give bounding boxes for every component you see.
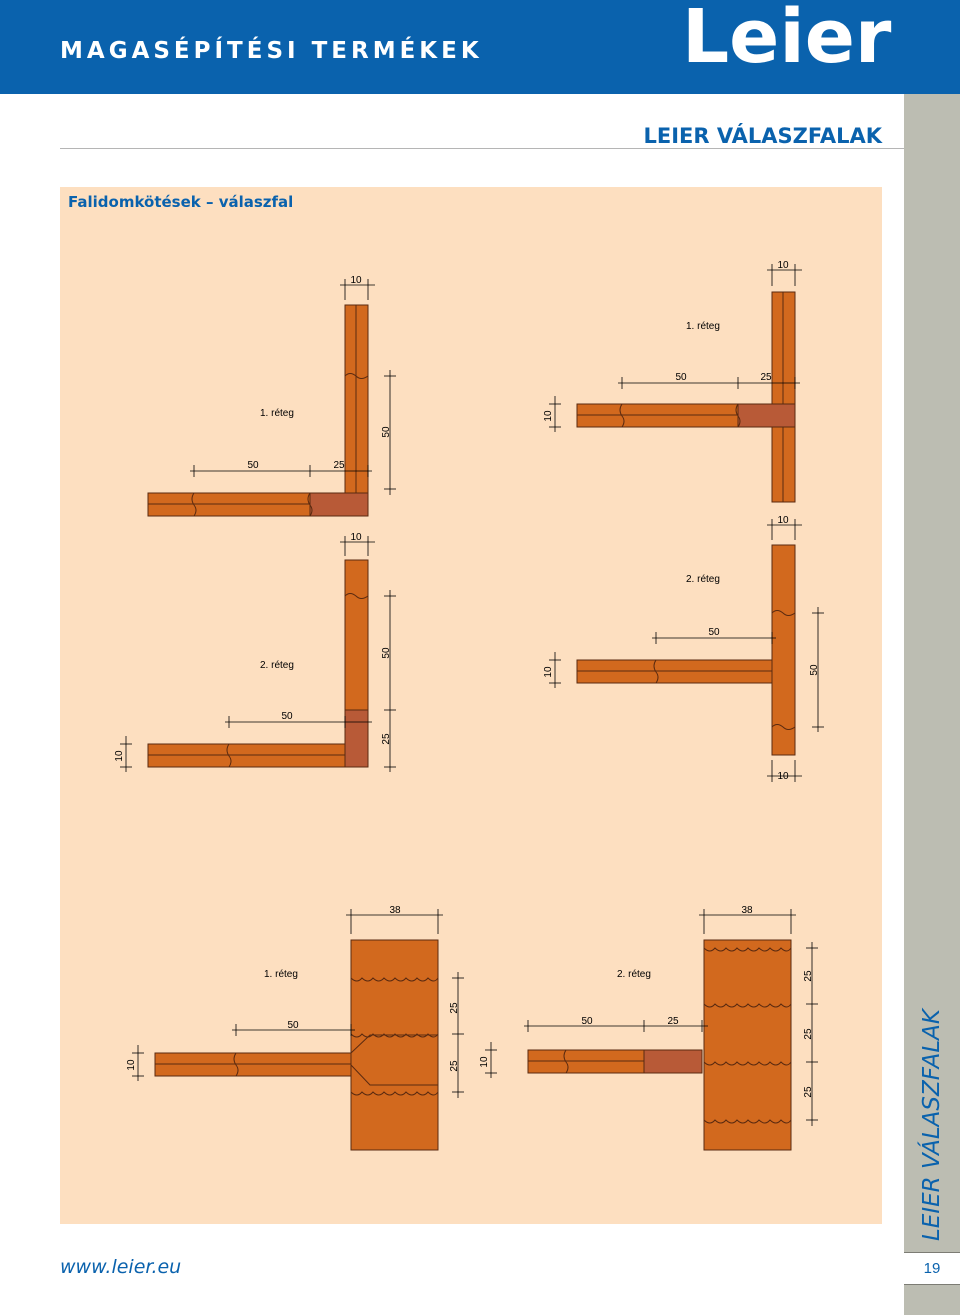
- dim-label: 10: [777, 771, 789, 782]
- dim-label: 10: [350, 275, 362, 286]
- footer-url: www.leier.eu: [60, 1256, 182, 1278]
- dim-label: 10: [350, 532, 362, 543]
- dim-label: 10: [126, 1059, 137, 1071]
- dim-label: 50: [675, 372, 687, 383]
- dim-label: 50: [287, 1020, 299, 1031]
- corner-brick: [310, 493, 368, 516]
- vertical-wall: [772, 545, 795, 755]
- dim-label: 38: [389, 905, 401, 916]
- dim-label: 25: [381, 733, 392, 745]
- layer-label: 1. réteg: [264, 969, 298, 980]
- logo-wordmark: Leier: [682, 2, 892, 66]
- layer-label: 1. réteg: [260, 408, 294, 419]
- dim-label: 10: [479, 1056, 490, 1068]
- drawing-l-corner-layer1: [148, 275, 396, 516]
- dim-label: 25: [803, 970, 814, 982]
- drawing-thick-wall-layer1: [126, 905, 464, 1150]
- layer-label: 2. réteg: [260, 660, 294, 671]
- dim-label: 38: [741, 905, 753, 916]
- section-title: LEIER VÁLASZFALAK: [643, 124, 882, 148]
- drawing-t-junction-layer2: [543, 515, 824, 782]
- dim-label: 10: [114, 750, 125, 762]
- thick-wall: [351, 940, 438, 1150]
- page-number: 19: [923, 1260, 941, 1277]
- dim-label: 10: [543, 666, 554, 678]
- header-title: MAGASÉPÍTÉSI TERMÉKEK: [60, 38, 483, 64]
- dim-label: 25: [449, 1060, 460, 1072]
- dim-label: 50: [381, 426, 392, 438]
- dim-label: 25: [760, 372, 772, 383]
- junction-brick: [738, 404, 795, 427]
- panel-title: Falidomkötések – válaszfal: [68, 193, 294, 211]
- dim-label: 50: [581, 1016, 593, 1027]
- dim-label: 50: [381, 647, 392, 659]
- thick-wall: [704, 940, 791, 1150]
- drawing-t-junction-layer1: [543, 260, 802, 502]
- layer-label: 1. réteg: [686, 321, 720, 332]
- drawing-thick-wall-layer2: [479, 905, 818, 1150]
- layer-label: 2. réteg: [617, 969, 651, 980]
- layer-label: 2. réteg: [686, 574, 720, 585]
- dim-label: 25: [803, 1086, 814, 1098]
- dim-label: 25: [449, 1002, 460, 1014]
- dim-label: 50: [809, 664, 820, 676]
- dim-label: 50: [281, 711, 293, 722]
- dim-label: 10: [777, 515, 789, 526]
- dim-label: 50: [708, 627, 720, 638]
- dim-label: 10: [543, 410, 554, 422]
- sidebar-vertical-title: LEIER VÁLASZFALAK: [919, 1008, 945, 1242]
- dim-label: 25: [667, 1016, 679, 1027]
- dim-label: 50: [247, 460, 259, 471]
- dim-label: 25: [803, 1028, 814, 1040]
- corner-brick: [345, 710, 368, 767]
- dim-label: 10: [777, 260, 789, 271]
- drawing-l-corner-layer2: [114, 532, 396, 772]
- vertical-wall: [345, 560, 368, 710]
- dim-label: 25: [333, 460, 345, 471]
- junction-brick: [644, 1050, 702, 1073]
